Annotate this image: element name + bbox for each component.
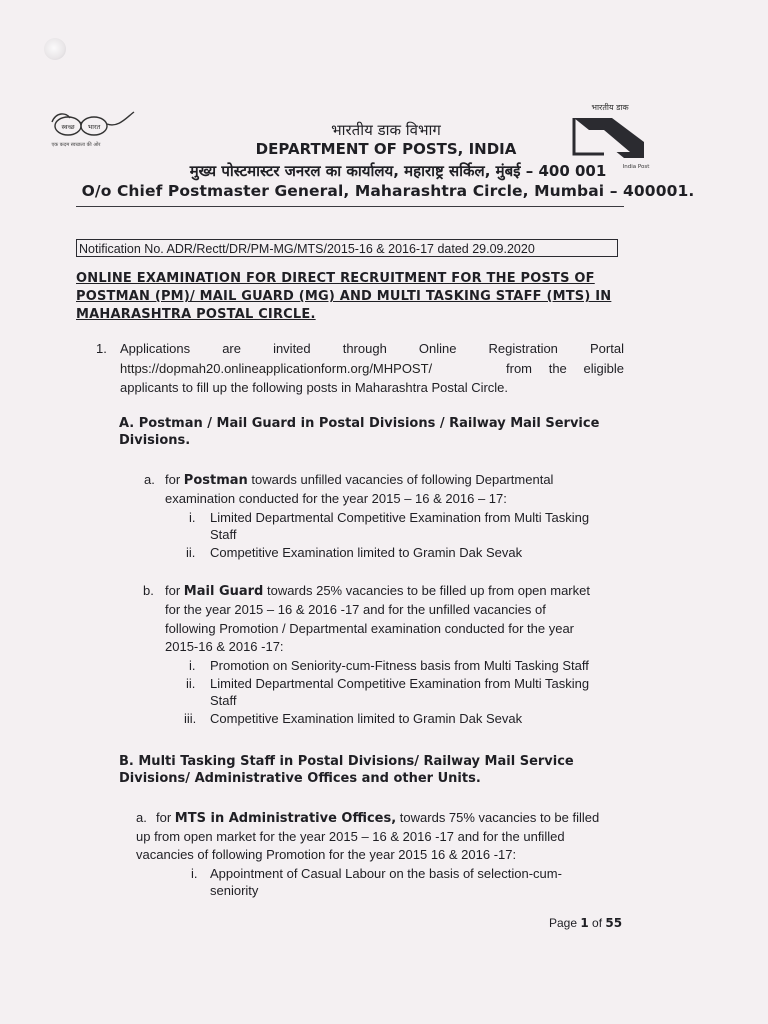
punch-hole [44, 38, 66, 60]
para1-line-2 [120, 361, 624, 376]
word: Online [418, 341, 457, 356]
document-title-line-3: MAHARASHTRA POSTAL CIRCLE. [76, 307, 316, 322]
mts-line-2: up from open market for the year 2015 – 16 & 2016 -17 and for the unfilled [136, 829, 565, 844]
mail-guard-label: Mail Guard [183, 584, 264, 599]
item-marker: i. [189, 658, 196, 673]
list-item-line: Staff [210, 693, 237, 708]
word: Registration [488, 341, 558, 356]
list-item-line: Limited Departmental Competitive Examination from Multi Tasking [210, 510, 590, 525]
list-item-line: Limited Departmental Competitive Examination from Multi Tasking [210, 676, 590, 691]
list-item-line: Competitive Examination limited to Gramin Dak Sevak [210, 711, 523, 726]
postman-label: Postman [183, 473, 248, 488]
logo-text-bharat: भारत [87, 123, 101, 131]
text: towards 75% vacancies to be filled [396, 810, 600, 825]
list-item-line: Staff [210, 527, 237, 542]
hindi-department-name: भारतीय डाक विभाग [331, 121, 441, 139]
postman-line-1 [165, 472, 553, 488]
item-marker: ii. [186, 545, 196, 560]
text: towards 25% vacancies to be filled up from open market [263, 583, 590, 598]
text: for [156, 810, 175, 825]
page-current: 1 [580, 916, 589, 930]
list-item-line: seniority [210, 883, 259, 898]
document-title-line-2: POSTMAN (PM)/ MAIL GUARD (MG) AND MULTI TASKING STAFF (MTS) IN [76, 289, 612, 304]
mail-guard-line-1 [165, 583, 590, 599]
list-item-line: Competitive Examination limited to Gramin Dak Sevak [210, 545, 523, 560]
word: Portal [590, 341, 624, 356]
postman-line-2: examination conducted for the year 2015 – 16 & 2016 – 17: [165, 491, 507, 506]
item-marker: i. [189, 510, 196, 525]
item-marker: ii. [186, 676, 196, 691]
text: for [165, 583, 184, 598]
logo-right-text: भारतीय डाक [591, 103, 629, 112]
item-marker: b. [143, 583, 154, 598]
section-b-heading-1: B. Multi Tasking Staff in Postal Divisions/ Railway Mail Service [119, 754, 574, 769]
notification-number: Notification No. ADR/Rectt/DR/PM-MG/MTS/2015-16 & 2016-17 dated 29.09.2020 [76, 239, 618, 257]
item-marker: iii. [184, 711, 197, 726]
section-b-heading-2: Divisions/ Administrative Offices and other Units. [119, 771, 481, 786]
header-divider [76, 206, 624, 207]
hindi-office-address: मुख्य पोस्टमास्टर जनरल का कार्यालय, महाराष्ट्र सर्किल, मुंबई – 400 001 [189, 162, 607, 180]
item-marker: a. [144, 472, 155, 487]
list-item-line: Appointment of Casual Labour on the basis of selection-cum- [210, 866, 562, 881]
page-prefix: Page [549, 916, 581, 930]
logo-right-caption: India Post [622, 164, 650, 170]
page-number [549, 916, 622, 930]
mail-guard-line-3: following Promotion / Departmental examination conducted for the year [165, 621, 574, 636]
word: Applications [120, 341, 191, 356]
mts-line-3: vacancies of following Promotion for the year 2015 16 & 2016 -17: [136, 847, 517, 862]
word: eligible [583, 361, 624, 376]
para-number: 1. [96, 341, 107, 356]
document-title-line-1: ONLINE EXAMINATION FOR DIRECT RECRUITMENT FOR THE POSTS OF [76, 271, 595, 286]
section-a-heading-2: Divisions. [119, 433, 191, 448]
word: invited [273, 341, 311, 356]
word: the [548, 361, 567, 376]
office-address: O/o Chief Postmaster General, Maharashtra Circle, Mumbai – 400001. [81, 182, 695, 200]
word: are [222, 341, 241, 356]
item-marker: i. [191, 866, 198, 881]
mts-label: MTS in Administrative Offices, [174, 811, 397, 826]
mail-guard-line-2: for the year 2015 – 16 & 2016 -17 and for the unfilled vacancies of [165, 602, 546, 617]
para1-line-3: applicants to fill up the following posts in Maharashtra Postal Circle. [120, 380, 509, 395]
word: through [342, 341, 387, 356]
list-item-line: Promotion on Seniority-cum-Fitness basis from Multi Tasking Staff [210, 658, 589, 673]
text: for [165, 472, 184, 487]
page-of: of [588, 916, 606, 930]
logo-caption: एक कदम स्वच्छता की ओर [51, 142, 101, 148]
department-name: DEPARTMENT OF POSTS, INDIA [255, 140, 517, 158]
mts-line-1 [156, 810, 599, 826]
para1-line-1 [120, 341, 624, 356]
logo-text-swachh: स्वच्छ [61, 123, 75, 131]
mail-guard-line-4: 2015-16 & 2016 -17: [165, 639, 284, 654]
registration-portal-link[interactable]: https://dopmah20.onlineapplicationform.org/MHPOST/ [120, 361, 433, 376]
word: from [506, 361, 532, 376]
section-a-heading-1: A. Postman / Mail Guard in Postal Divisions / Railway Mail Service [119, 416, 600, 431]
text: towards unfilled vacancies of following Departmental [247, 472, 554, 487]
page-total: 55 [605, 916, 623, 930]
item-marker: a. [136, 810, 147, 825]
